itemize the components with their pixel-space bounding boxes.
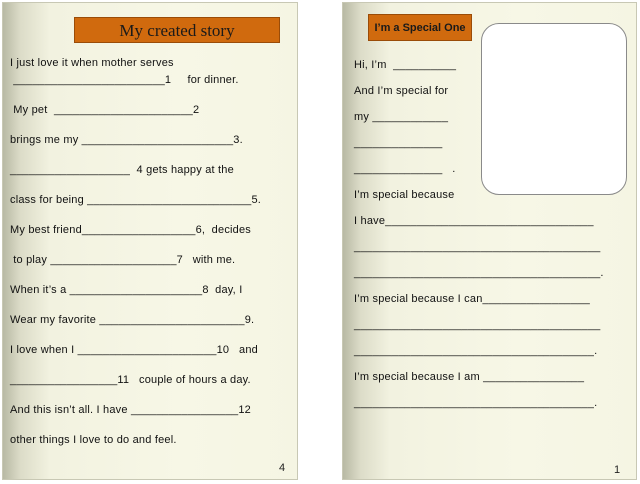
story-line: _________________11 couple of hours a day.: [10, 374, 251, 386]
story-line: When it’s a _____________________8 day, I: [10, 284, 243, 296]
story-line: I just love it when mother serves: [10, 57, 174, 69]
special-line: I’m special because: [354, 189, 455, 201]
special-line: _______________________________________.: [354, 267, 604, 279]
story-line: ___________________ 4 gets happy at the: [10, 164, 234, 176]
story-line: My pet ______________________2: [10, 104, 200, 116]
story-line: My best friend__________________6, decides: [10, 224, 252, 236]
story-line: to play ____________________7 with me.: [10, 254, 236, 266]
special-line: _______________________________________: [354, 319, 601, 331]
story-line: class for being __________________________5.: [10, 194, 262, 206]
special-line: ______________ .: [354, 163, 456, 175]
special-line: ______________: [354, 137, 443, 149]
story-line: Wear my favorite _______________________9.: [10, 314, 255, 326]
story-line: I love when I ______________________10 and: [10, 344, 258, 356]
page-number: 1: [614, 464, 621, 476]
special-line: ______________________________________.: [354, 345, 598, 357]
special-line: I have_________________________________: [354, 215, 594, 227]
page-number: 4: [279, 462, 286, 474]
story-title: My created story: [74, 17, 280, 43]
story-line: other things I love to do and feel.: [10, 434, 177, 446]
special-line: And I’m special for: [354, 85, 449, 97]
special-line: _______________________________________: [354, 241, 601, 253]
story-line: brings me my ________________________3.: [10, 134, 243, 146]
special-line: I’m special because I am ________________: [354, 371, 585, 383]
story-line: And this isn’t all. I have _________________12: [10, 404, 251, 416]
photo-frame: [481, 23, 627, 195]
special-line: Hi, I’m __________: [354, 59, 457, 71]
special-page-right: [342, 2, 637, 480]
story-line: ________________________1 for dinner.: [10, 74, 239, 86]
special-line: my ____________: [354, 111, 449, 123]
story-page-left: [2, 2, 298, 480]
special-line: ______________________________________.: [354, 397, 598, 409]
special-line: I’m special because I can_________________: [354, 293, 590, 305]
special-title: I’m a Special One: [368, 14, 472, 41]
